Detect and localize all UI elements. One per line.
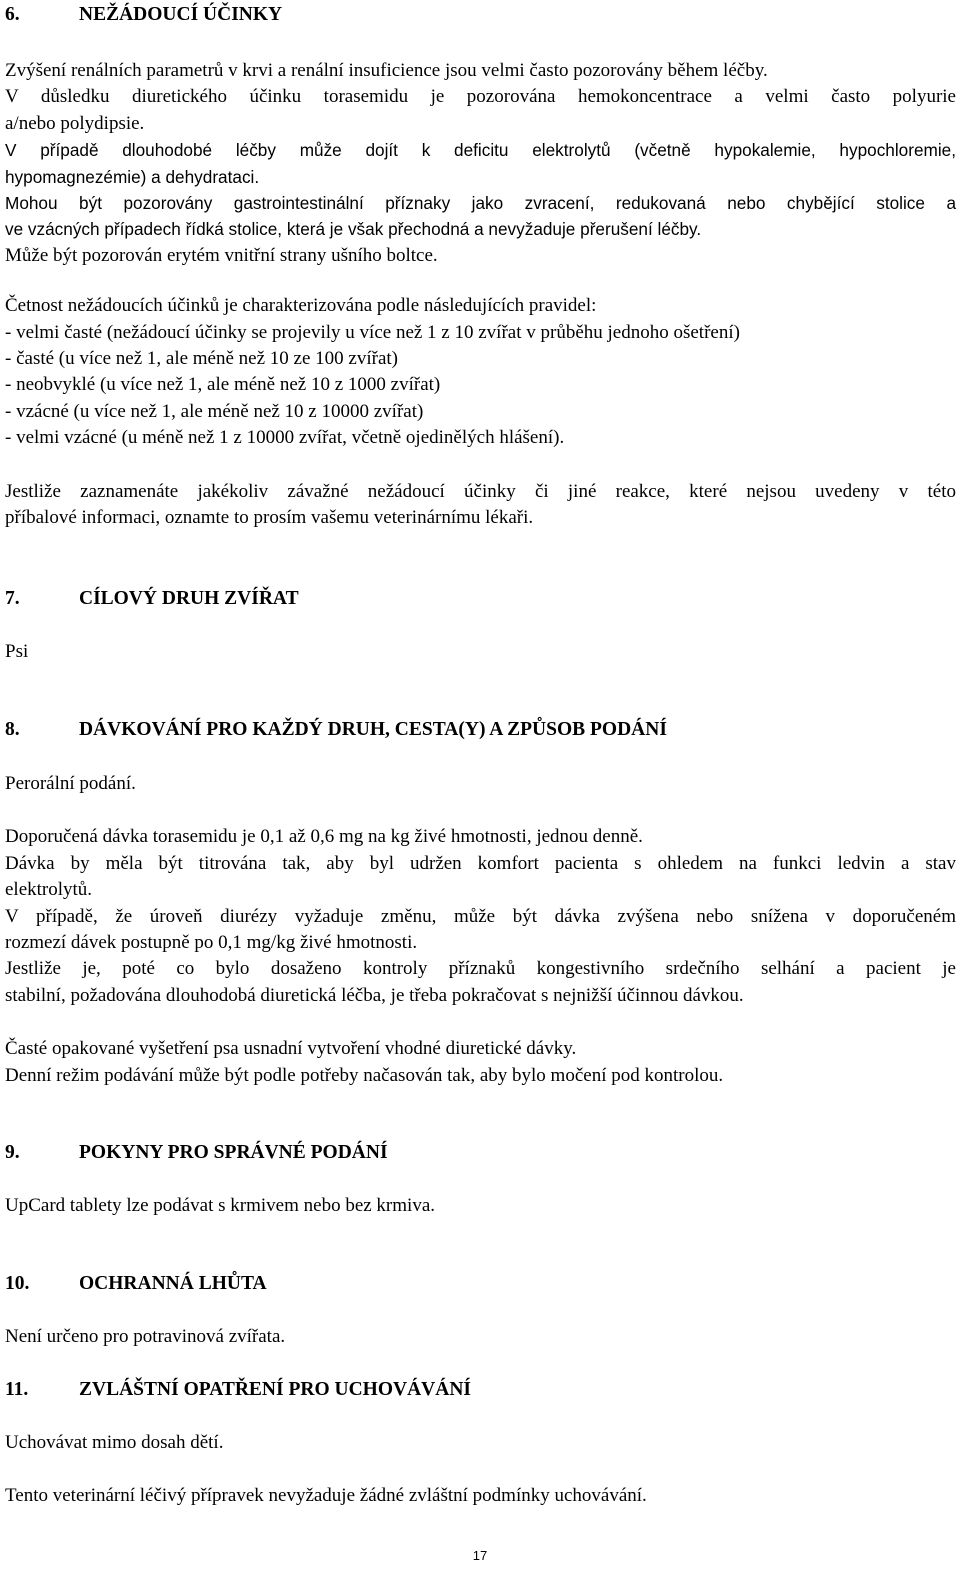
erythema-line bbox=[5, 243, 956, 269]
section-number: 7. bbox=[5, 587, 20, 609]
text-line: Denní režim podávání může být podle potřeby načasován tak, aby bylo močení pod kontrolou. bbox=[5, 1064, 724, 1086]
adverse-sans-paragraph bbox=[5, 137, 956, 243]
text-line: elektrolytů. bbox=[5, 879, 93, 901]
page-number: 17 bbox=[472, 1548, 488, 1563]
text-line: Není určeno pro potravinová zvířata. bbox=[5, 1326, 286, 1348]
list-item: - vzácné (u více než 1, ale méně než 10 z 10000 zvířat) bbox=[5, 400, 424, 422]
storage-conditions bbox=[5, 1483, 956, 1509]
text-line: Jestliže zaznamenáte jakékoliv závažné nežádoucí účinky či jiné reakce, které nejsou uvedeny v této bbox=[5, 480, 956, 502]
section-title: ZVLÁŠTNÍ OPATŘENÍ PRO UCHOVÁVÁNÍ bbox=[79, 1378, 472, 1400]
list-item: - velmi vzácné (u méně než 1 z 10000 zvířat, včetně ojedinělých hlášení). bbox=[5, 427, 565, 449]
text-line: UpCard tablety lze podávat s krmivem nebo bez krmiva. bbox=[5, 1194, 436, 1216]
withdrawal-period bbox=[5, 1324, 956, 1350]
list-item: - neobvyklé (u více než 1, ale méně než 10 z 1000 zvířat) bbox=[5, 374, 441, 396]
text-line: hypomagnezémie) a dehydrataci. bbox=[5, 166, 260, 187]
administration-advice bbox=[5, 1193, 956, 1219]
route-of-administration bbox=[5, 771, 956, 797]
section-title: POKYNY PRO SPRÁVNÉ PODÁNÍ bbox=[79, 1141, 388, 1163]
section-title: DÁVKOVÁNÍ PRO KAŽDÝ DRUH, CESTA(Y) A ZPŮSOB PODÁNÍ bbox=[79, 718, 667, 740]
section-title: CÍLOVÝ DRUH ZVÍŘAT bbox=[79, 587, 299, 609]
section-title: NEŽÁDOUCÍ ÚČINKY bbox=[79, 4, 283, 25]
section-9-heading bbox=[5, 1140, 956, 1166]
section-10-heading bbox=[5, 1271, 956, 1297]
text-line: Dávka by měla být titrována tak, aby byl udržen komfort pacienta s ohledem na funkci ledvin a stav bbox=[5, 852, 956, 874]
list-item: - časté (u více než 1, ale méně než 10 ze 100 zvířat) bbox=[5, 348, 398, 370]
monitoring-paragraph bbox=[5, 1036, 956, 1089]
text-line: a/nebo polydipsie. bbox=[5, 112, 145, 134]
text-line: Uchovávat mimo dosah dětí. bbox=[5, 1431, 224, 1453]
text-line: Časté opakované vyšetření psa usnadní vytvoření vhodné diuretické dávky. bbox=[5, 1038, 577, 1060]
text-line: V důsledku diuretického účinku torasemidu je pozorována hemokoncentrace a velmi často polyurie bbox=[5, 86, 956, 108]
section-number: 10. bbox=[5, 1273, 30, 1295]
section-title: OCHRANNÁ LHŮTA bbox=[79, 1273, 267, 1295]
storage-child-safety bbox=[5, 1430, 956, 1456]
section-number: 11. bbox=[5, 1378, 29, 1400]
section-11-heading bbox=[5, 1377, 956, 1403]
document-page bbox=[5, 0, 956, 1510]
text-line: Psi bbox=[5, 640, 29, 662]
section-number: 9. bbox=[5, 1141, 20, 1163]
section-7-heading bbox=[5, 586, 956, 612]
text-line: ve vzácných případech řídká stolice, která je však přechodná a nevyžaduje přerušení léčby. bbox=[5, 219, 702, 240]
text-line: Může být pozorován erytém vnitřní strany ušního boltce. bbox=[5, 244, 438, 266]
text-line: Jestliže je, poté co bylo dosaženo kontroly příznaků kongestivního srdečního selhání a pacient je bbox=[5, 958, 956, 980]
text-line: Mohou být pozorovány gastrointestinální příznaky jako zvracení, redukovaná nebo chybějící stolice a bbox=[5, 193, 956, 214]
section-8-heading bbox=[5, 717, 956, 743]
section-number: 8. bbox=[5, 718, 20, 740]
text-line: V případě dlouhodobé léčby může dojít k deficitu elektrolytů (včetně hypokalemie, hypochloremie, bbox=[5, 140, 956, 161]
text-line: Perorální podání. bbox=[5, 772, 136, 794]
text-line: Tento veterinární léčivý přípravek nevyžaduje žádné zvláštní podmínky uchovávání. bbox=[5, 1485, 647, 1507]
text-line: Doporučená dávka torasemidu je 0,1 až 0,6 mg na kg živé hmotnosti, jednou denně. bbox=[5, 826, 643, 848]
list-item: - velmi časté (nežádoucí účinky se projevily u více než 1 z 10 zvířat v průběhu jednoho ošetření) bbox=[5, 321, 740, 343]
section-number: 6. bbox=[5, 4, 20, 25]
target-species bbox=[5, 639, 956, 665]
text-line: Zvýšení renálních parametrů v krvi a renální insuficience jsou velmi často pozorovány během léčby. bbox=[5, 60, 768, 81]
report-paragraph bbox=[5, 479, 956, 532]
dosage-paragraph bbox=[5, 824, 956, 1009]
frequency-list bbox=[5, 293, 956, 451]
text-line: příbalové informaci, oznamte to prosím vašemu veterinárnímu lékaři. bbox=[5, 507, 534, 529]
text-line: V případě, že úroveň diurézy vyžaduje změnu, může být dávka zvýšena nebo snížena v doporučeném bbox=[5, 905, 956, 927]
text-line: Četnost nežádoucích účinků je charakterizována podle následujících pravidel: bbox=[5, 295, 597, 317]
text-line: stabilní, požadována dlouhodobá diuretická léčba, je třeba pokračovat s nejnižší účinnou dávkou. bbox=[5, 984, 744, 1006]
adverse-intro-paragraph bbox=[5, 58, 956, 137]
section-6-heading bbox=[5, 2, 956, 28]
text-line: rozmezí dávek postupně po 0,1 mg/kg živé hmotnosti. bbox=[5, 931, 418, 953]
